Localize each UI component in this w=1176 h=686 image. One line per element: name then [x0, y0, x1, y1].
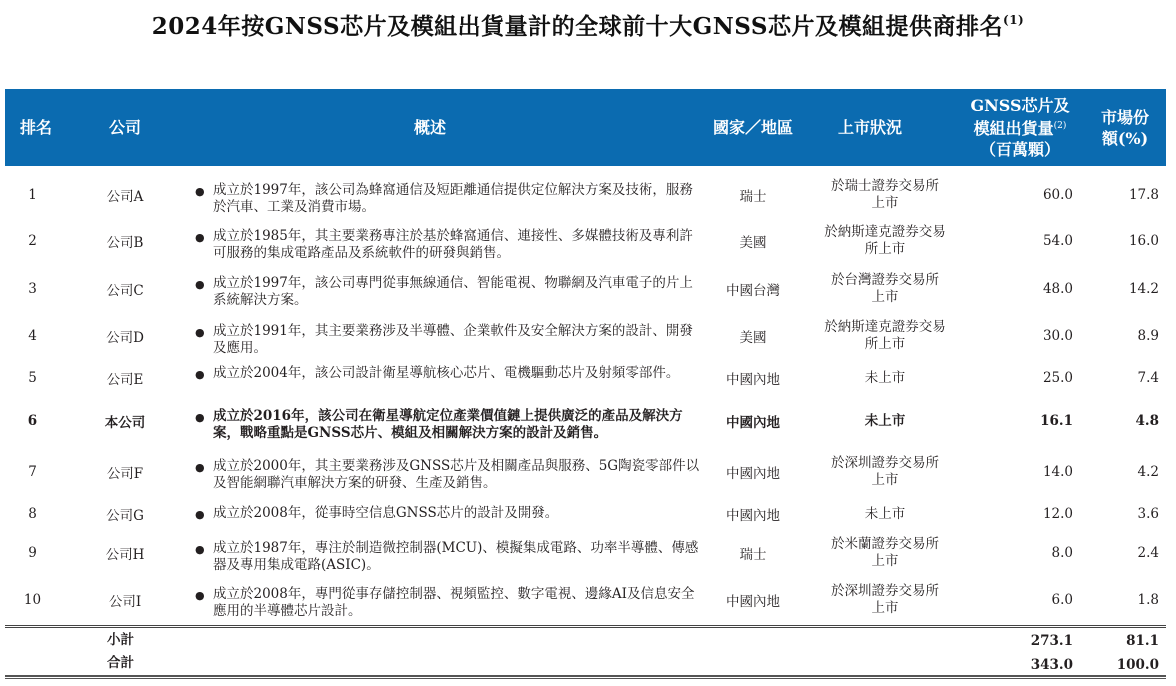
listing-line1: 於深圳證券交易所 — [831, 583, 939, 599]
subtotal-row — [5, 627, 1166, 649]
overview-text: 成立於1987年，專注於制造微控制器(MCU)、模擬集成電路、功率半導體、傳感器及專用集成電路(ASIC)。 — [213, 540, 699, 573]
share-cell: 7.4 — [1137, 370, 1159, 386]
region-cell: 中國內地 — [726, 508, 780, 524]
page-title — [0, 8, 1176, 41]
share-cell: 4.8 — [1135, 413, 1159, 429]
table-row — [5, 174, 1166, 216]
volume-cell: 25.0 — [1042, 370, 1073, 386]
listing-line1: 未上市 — [864, 412, 906, 429]
listing-line2: 上市 — [871, 553, 899, 569]
share-cell: 14.2 — [1128, 281, 1159, 297]
bullet-icon: ● — [195, 508, 205, 521]
table-row-highlight — [5, 400, 1166, 442]
volume-cell: 8.0 — [1051, 545, 1073, 561]
listing-cell — [805, 174, 965, 216]
company-cell: 本公司 — [104, 415, 146, 431]
listing-line1: 於台灣證券交易所 — [831, 272, 939, 288]
subtotal-volume: 273.1 — [1030, 633, 1073, 649]
header-rank: 排名 — [19, 118, 52, 137]
volume-cell: 6.0 — [1051, 592, 1073, 608]
region-cell: 中國內地 — [726, 372, 780, 388]
overview-cell — [195, 400, 703, 450]
share-cell: 2.4 — [1137, 545, 1159, 561]
overview-cell — [195, 267, 703, 319]
share-cell: 16.0 — [1128, 233, 1159, 249]
listing-cell — [805, 578, 965, 622]
header-volume-line3: （百萬顆） — [979, 140, 1060, 159]
bullet-icon: ● — [195, 326, 205, 339]
company-cell: 公司D — [106, 330, 144, 346]
listing-cell — [805, 220, 965, 262]
header-share — [1090, 89, 1160, 166]
listing-line1: 於納斯達克證券交易 — [824, 319, 946, 335]
title-text: 2024年按GNSS芯片及模組出貨量計的全球前十大GNSS芯片及模組提供商排名 — [151, 13, 1004, 40]
listing-line1: 於瑞士證券交易所 — [831, 178, 939, 194]
rank-cell: 2 — [28, 233, 37, 249]
overview-text: 成立於2004年，該公司設計衛星導航核心芯片、電機驅動芯片及射頻零部件。 — [213, 365, 680, 381]
share-cell: 4.2 — [1137, 464, 1159, 480]
header-share-line2: 額(%) — [1101, 128, 1149, 148]
overview-text: 成立於1991年，其主要業務涉及半導體、企業軟件及安全解決方案的設計、開發及應用。 — [213, 323, 693, 356]
listing-line1: 未上市 — [864, 505, 906, 522]
listing-line1: 未上市 — [864, 369, 906, 386]
listing-cell — [805, 267, 965, 311]
volume-cell: 60.0 — [1042, 187, 1073, 203]
listing-cell — [805, 500, 965, 528]
bullet-icon: ● — [195, 185, 205, 198]
header-volume-line2 — [974, 116, 1067, 139]
header-share-line1: 市場份 — [1100, 107, 1149, 127]
share-cell: 8.9 — [1137, 328, 1159, 344]
rank-cell: 7 — [28, 464, 37, 480]
listing-line2: 所上市 — [864, 241, 906, 257]
volume-cell: 54.0 — [1042, 233, 1073, 249]
header-overview: 概述 — [413, 118, 446, 137]
rank-cell: 4 — [28, 328, 37, 344]
listing-line2: 上市 — [871, 472, 899, 488]
overview-text: 成立於1997年，該公司專門從事無線通信、智能電視、物聯網及汽車電子的片上系統解決方案。 — [213, 275, 693, 308]
subtotal-share: 81.1 — [1126, 633, 1159, 649]
share-cell: 1.8 — [1137, 592, 1159, 608]
header-company: 公司 — [108, 118, 141, 137]
table-row — [5, 357, 1166, 399]
listing-line2: 上市 — [871, 195, 899, 211]
table-row — [5, 315, 1166, 357]
table-row — [5, 532, 1166, 574]
rank-cell: 3 — [28, 281, 37, 297]
region-cell: 瑞士 — [739, 547, 767, 563]
overview-text: 成立於1985年，其主要業務專注於基於蜂窩通信、連接性、多媒體技術及專利許可服務的集成電路產品及系統軟件的研發與銷售。 — [213, 228, 693, 261]
volume-cell: 12.0 — [1042, 506, 1073, 522]
overview-cell — [195, 220, 703, 270]
total-label: 合計 — [107, 655, 134, 671]
rank-cell: 8 — [28, 506, 37, 522]
overview-text: 成立於2008年，專門從事存儲控制器、視頻監控、數字電視、邊緣AI及信息安全應用的半導體芯片設計。 — [213, 586, 695, 619]
rank-cell: 6 — [27, 413, 38, 429]
listing-line2: 上市 — [871, 289, 899, 305]
region-cell: 中國台灣 — [726, 283, 780, 299]
overview-text: 成立於2008年，從事時空信息GNSS芯片的設計及開發。 — [213, 505, 559, 521]
table-row — [5, 220, 1166, 262]
overview-cell — [195, 174, 703, 224]
listing-line1: 於納斯達克證券交易 — [824, 224, 946, 240]
company-cell: 公司I — [108, 594, 142, 610]
title-footnote: (1) — [1003, 13, 1025, 27]
header-region: 國家／地區 — [712, 118, 793, 137]
region-cell: 中國內地 — [726, 594, 780, 610]
company-cell: 公司B — [106, 235, 144, 251]
rank-cell: 9 — [28, 545, 37, 561]
bullet-icon: ● — [195, 231, 205, 244]
total-share: 100.0 — [1116, 657, 1159, 673]
overview-cell — [195, 578, 703, 630]
share-cell: 3.6 — [1137, 506, 1159, 522]
company-cell: 公司F — [106, 466, 144, 482]
listing-cell — [805, 532, 965, 574]
bullet-icon: ● — [195, 368, 205, 381]
header-volume-line2-text: 模組出貨量 — [973, 119, 1054, 138]
bullet-icon: ● — [195, 411, 205, 424]
region-cell: 美國 — [739, 235, 767, 251]
listing-cell — [805, 400, 965, 442]
listing-line1: 於深圳證券交易所 — [831, 455, 939, 471]
bullet-icon: ● — [195, 278, 205, 291]
table-row — [5, 267, 1166, 311]
listing-cell — [805, 450, 965, 494]
overview-text: 成立於1997年，該公司為蜂窩通信及短距離通信提供定位解決方案及技術，服務於汽車、工業及消費市場。 — [213, 182, 693, 215]
region-cell: 中國內地 — [726, 415, 780, 431]
table-row — [5, 578, 1166, 622]
region-cell: 中國內地 — [726, 466, 780, 482]
listing-cell — [805, 315, 965, 357]
header-volume-footnote: (2) — [1053, 121, 1067, 131]
header-listing: 上市狀況 — [837, 118, 902, 137]
table-row — [5, 500, 1166, 528]
company-cell: 公司E — [106, 372, 144, 388]
company-cell: 公司G — [106, 508, 144, 524]
rank-cell: 1 — [28, 187, 37, 203]
volume-cell: 14.0 — [1042, 464, 1073, 480]
overview-text: 成立於2000年，其主要業務涉及GNSS芯片及相關產品與服務、5G陶瓷零部件以及智能網聯汽車解決方案的研發、生產及銷售。 — [213, 458, 700, 491]
total-row — [5, 650, 1166, 672]
company-cell: 公司C — [106, 283, 144, 299]
listing-line2: 上市 — [871, 600, 899, 616]
listing-line1: 於米蘭證券交易所 — [831, 536, 939, 552]
bullet-icon: ● — [195, 543, 205, 556]
overview-cell — [195, 500, 703, 533]
region-cell: 瑞士 — [739, 189, 767, 205]
volume-cell: 30.0 — [1042, 328, 1073, 344]
listing-cell — [805, 357, 965, 399]
table-header — [5, 89, 1166, 166]
table-row — [5, 450, 1166, 494]
volume-cell: 16.1 — [1040, 413, 1073, 429]
bullet-icon: ● — [195, 589, 205, 602]
share-cell: 17.8 — [1128, 187, 1159, 203]
listing-line2: 所上市 — [864, 336, 906, 352]
header-volume-line1: GNSS芯片及 — [970, 96, 1070, 115]
overview-text: 成立於2016年，該公司在衛星導航定位產業價值鏈上提供廣泛的產品及解決方案，戰略重點是GNSS芯片、模組及相關解決方案的設計及銷售。 — [213, 408, 683, 441]
rank-cell: 10 — [23, 592, 42, 608]
volume-cell: 48.0 — [1042, 281, 1073, 297]
company-cell: 公司H — [105, 547, 145, 563]
region-cell: 美國 — [739, 330, 767, 346]
total-volume: 343.0 — [1030, 657, 1073, 673]
subtotal-label: 小計 — [107, 632, 134, 648]
overview-cell — [195, 450, 703, 502]
overview-cell — [195, 532, 703, 582]
header-volume — [960, 89, 1080, 166]
company-cell: 公司A — [106, 189, 144, 205]
bullet-icon: ● — [195, 461, 205, 474]
rank-cell: 5 — [28, 370, 37, 386]
divider-bottom — [5, 675, 1166, 679]
